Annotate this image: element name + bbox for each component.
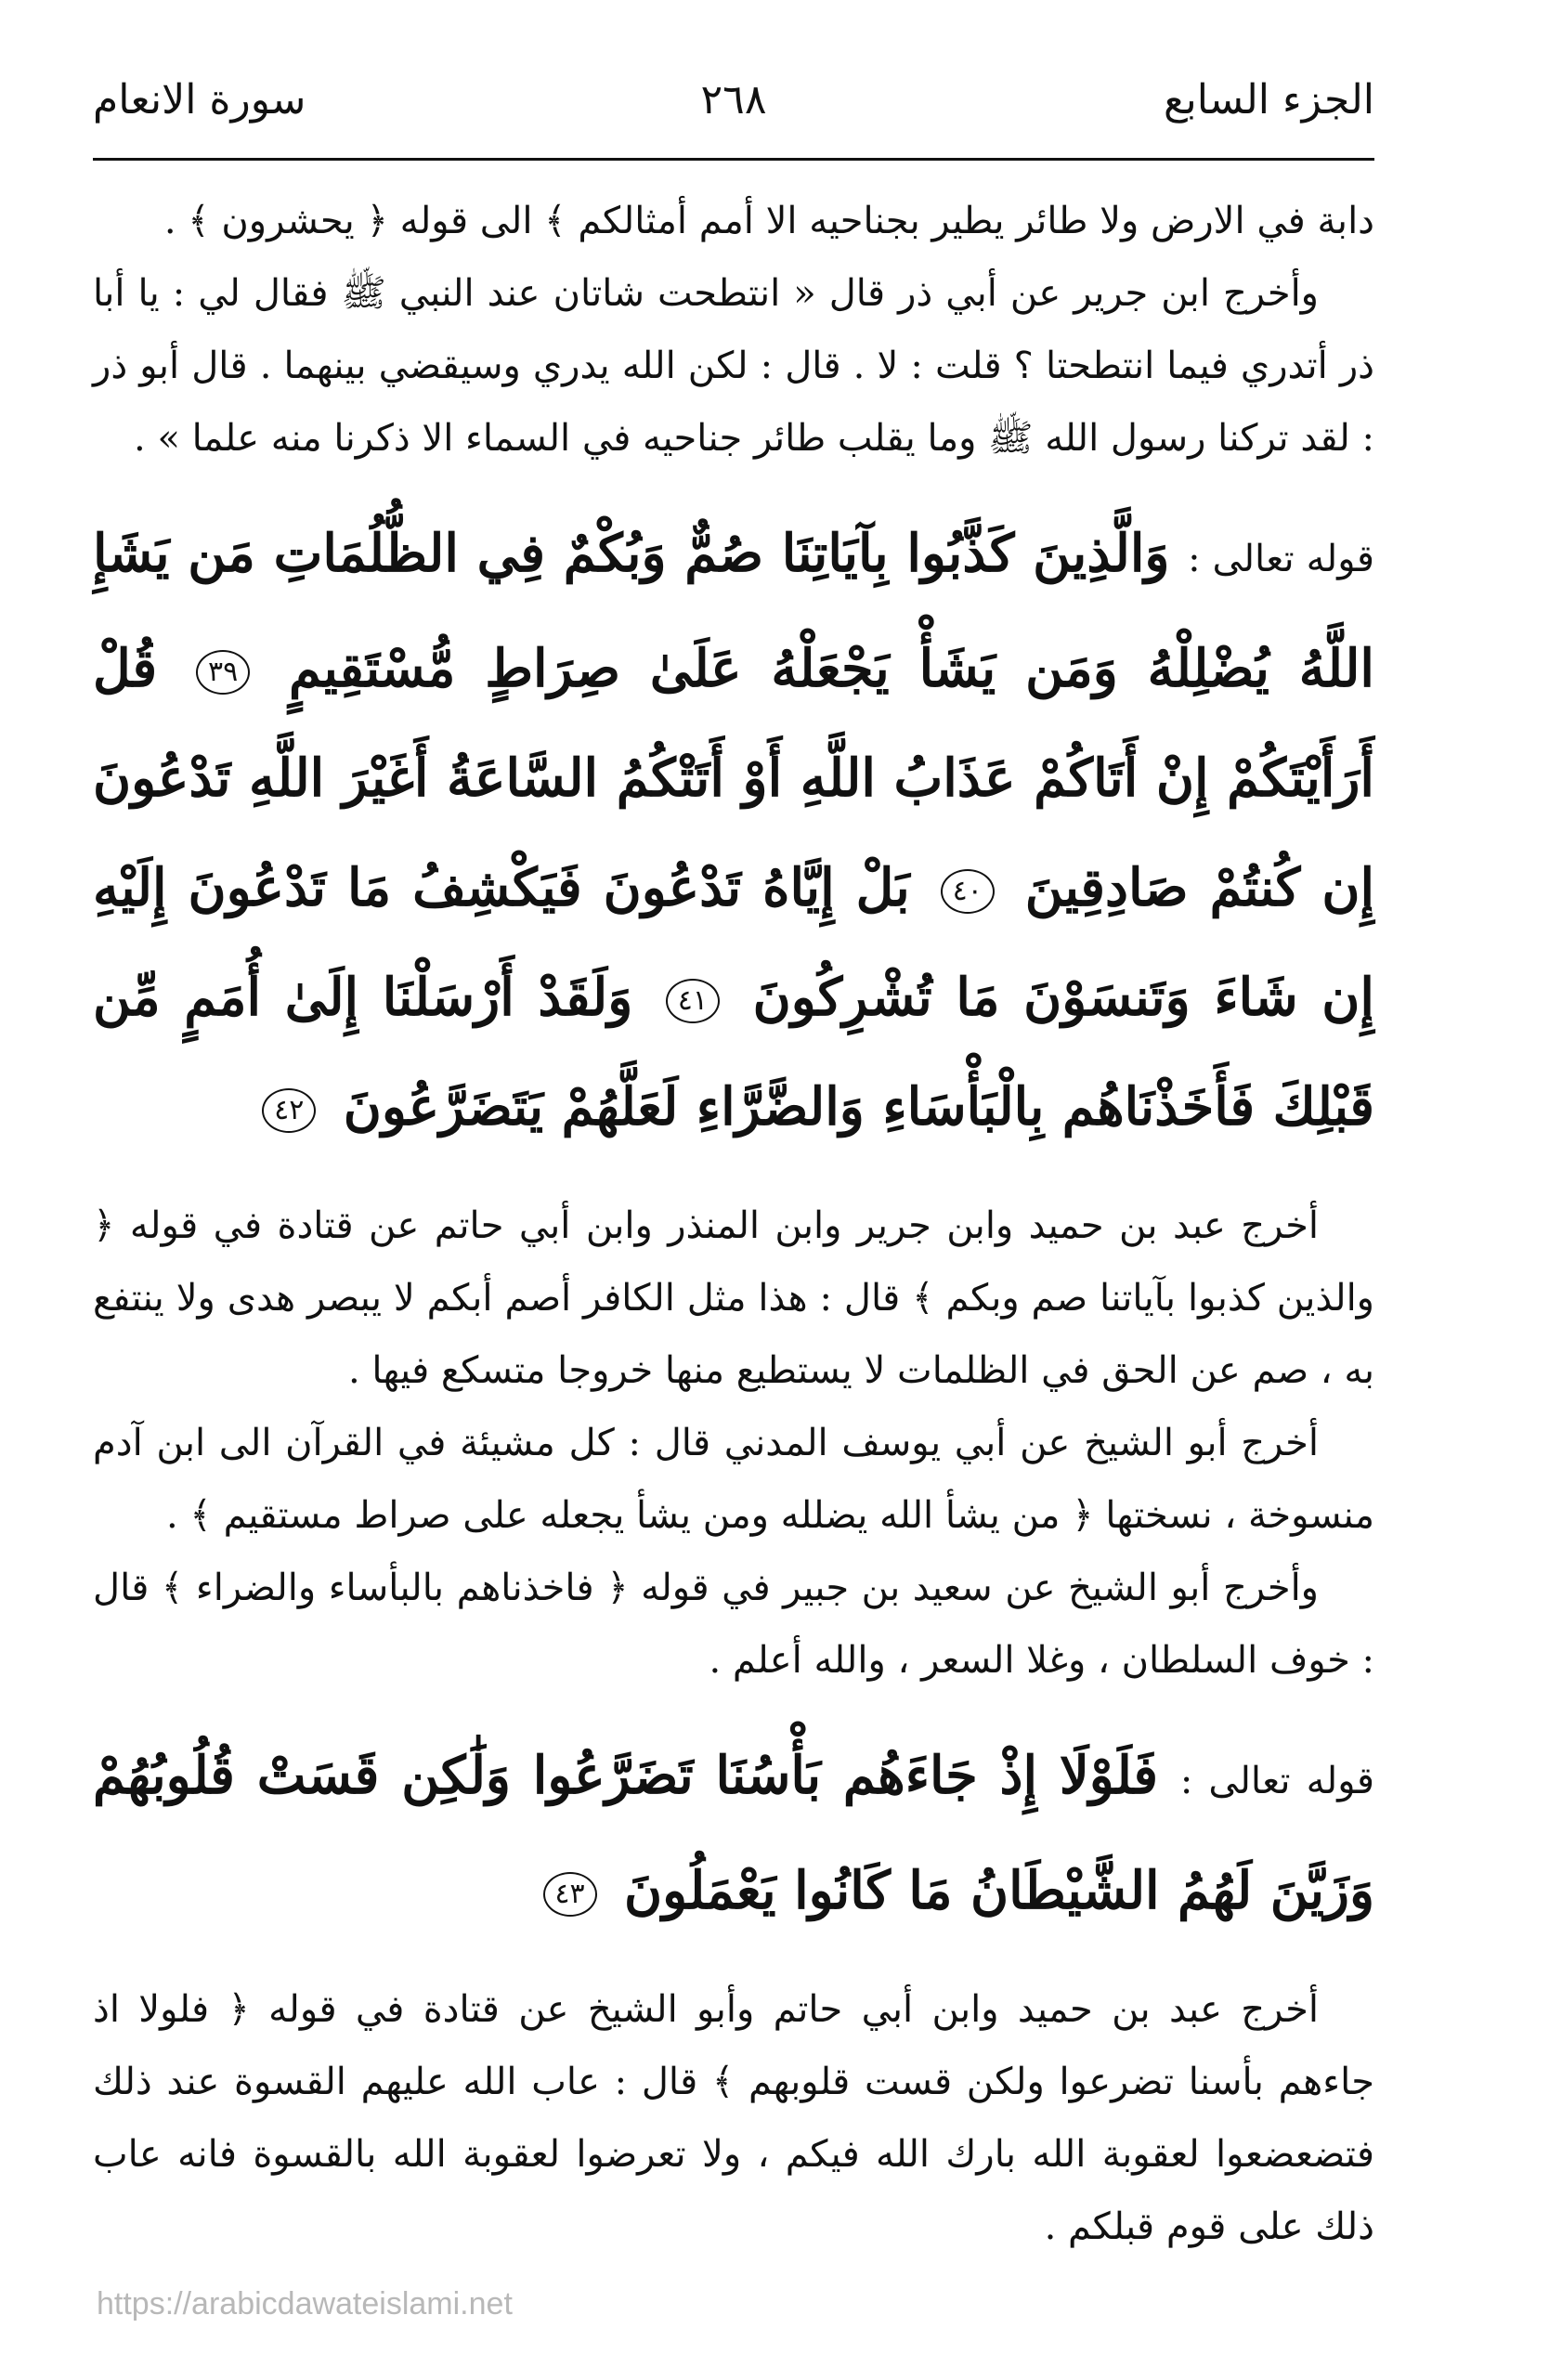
text-paragraph: أخرج أبو الشيخ عن أبي يوسف المدني قال : كل مشيئة في القرآن الى ابن آدم منسوخة ، نسختها ﴿ من يشأ الله يضلله ومن يشأ يجعله على صراط مستقيم ﴾ . bbox=[93, 1422, 1374, 1537]
page-header bbox=[93, 56, 1374, 161]
quran-text: فَلَوْلَا إِذْ جَاءَهُم بَأْسُنَا تَضَرَّعُوا وَلَٰكِن قَسَتْ قُلُوبُهُمْ وَزَيَّنَ لَهُمُ الشَّيْطَانُ مَا كَانُوا يَعْمَلُونَ bbox=[93, 1745, 1374, 1921]
ayah-number: ٤٣ bbox=[543, 1872, 597, 1917]
ayah-number: ٤١ bbox=[666, 979, 720, 1023]
quran-label: قوله تعالى : bbox=[1188, 538, 1374, 580]
quran-text: وَلَقَدْ أَرْسَلْنَا إِلَىٰ أُمَمٍ مِّن قَبْلِكَ فَأَخَذْنَاهُم بِالْبَأْسَاءِ وَالضَّرَّاءِ لَعَلَّهُمْ يَتَضَرَّعُونَ bbox=[93, 967, 1374, 1138]
watermark-url: https://arabicdawateislami.net bbox=[97, 2286, 513, 2321]
part-title: الجزء السابع bbox=[1164, 76, 1374, 124]
text-paragraph: وأخرج أبو الشيخ عن سعيد بن جبير في قوله ﴿ فاخذناهم بالبأساء والضراء ﴾ قال : خوف السلطان ، وغلا السعر ، والله أعلم . bbox=[93, 1567, 1374, 1682]
text-paragraph: أخرج عبد بن حميد وابن جرير وابن المنذر وابن أبي حاتم عن قتادة في قوله ﴿ والذين كذبوا بآياتنا صم وبكم ﴾ قال : هذا مثل الكافر أصم أبكم لا يبصر هدى ولا ينتفع به ، صم عن الحق في الظلمات لا يستطيع منها خروجا متسكع فيها . bbox=[93, 1204, 1375, 1392]
book-page bbox=[93, 56, 1374, 2303]
ayah-number: ٤٠ bbox=[941, 869, 995, 914]
quran-block bbox=[93, 499, 1374, 1162]
text-paragraph: دابة في الارض ولا طائر يطير بجناحيه الا أمم أمثالكم ﴾ الى قوله ﴿ يحشرون ﴾ . bbox=[163, 200, 1374, 242]
quran-block bbox=[93, 1721, 1374, 1945]
text-paragraph: وأخرج ابن جرير عن أبي ذر قال « انتطحت شاتان عند النبي ﷺ فقال لي : يا أبا ذر أتدري فيما انتطحتا ؟ قلت : لا . قال : لكن الله يدري وسيقضي بينهما . قال أبو ذر : لقد تركنا رسول الله ﷺ وما يقلب طائر جناحيه في السماء الا ذكرنا منه علما » . bbox=[93, 272, 1374, 460]
ayah-number: ٣٩ bbox=[196, 650, 250, 695]
ayah-number: ٤٢ bbox=[262, 1088, 316, 1133]
surah-title: سورة الانعام bbox=[93, 76, 306, 124]
quran-text: بَلْ إِيَّاهُ تَدْعُونَ فَيَكْشِفُ مَا تَدْعُونَ إِلَيْهِ إِن شَاءَ وَتَنسَوْنَ مَا تُشْرِكُونَ bbox=[93, 857, 1374, 1028]
quran-text: وَالَّذِينَ كَذَّبُوا بِآيَاتِنَا صُمٌّ وَبُكْمٌ فِي الظُّلُمَاتِ مَن يَشَإِ اللَّهُ يُضْلِلْهُ وَمَن يَشَأْ يَجْعَلْهُ عَلَىٰ صِرَاطٍ مُّسْتَقِيمٍ bbox=[93, 523, 1374, 699]
text-paragraph: أخرج عبد بن حميد وابن أبي حاتم وأبو الشيخ عن قتادة في قوله ﴿ فلولا اذ جاءهم بأسنا تضرعوا ولكن قست قلوبهم ﴾ قال : عاب الله عليهم القسوة عند ذلك فتضعضعوا لعقوبة الله بارك الله فيكم ، ولا تعرضوا لعقوبة الله بالقسوة فانه عاب ذلك على قوم قبلكم . bbox=[93, 1988, 1375, 2248]
quran-text: قُلْ أَرَأَيْتَكُمْ إِنْ أَتَاكُمْ عَذَابُ اللَّهِ أَوْ أَتَتْكُمُ السَّاعَةُ أَغَيْرَ اللَّهِ تَدْعُونَ إِن كُنتُمْ صَادِقِينَ bbox=[93, 638, 1375, 918]
page-number: ٢٦٨ bbox=[700, 76, 767, 124]
quran-label: قوله تعالى : bbox=[1179, 1760, 1375, 1802]
